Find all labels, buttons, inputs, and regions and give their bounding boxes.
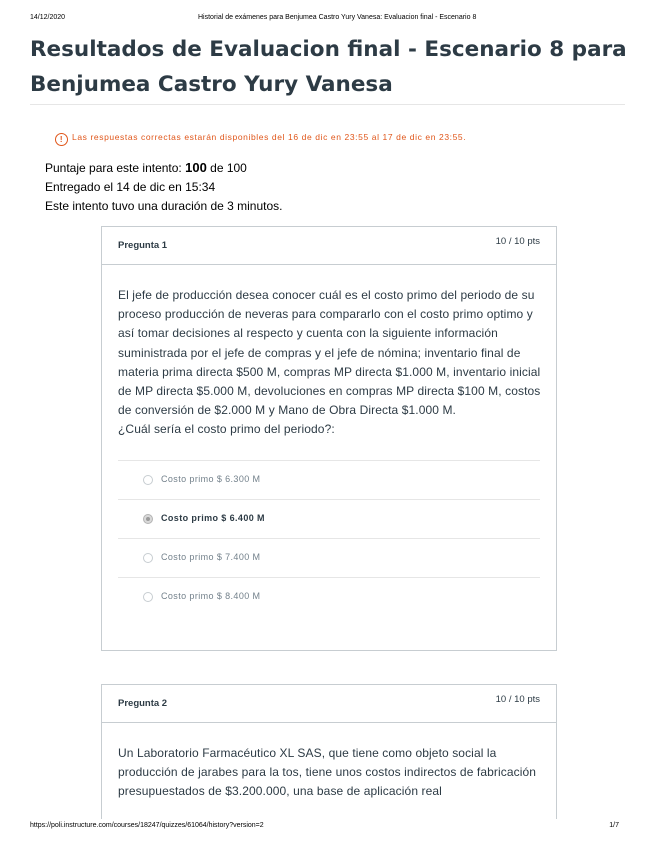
- warning-circle-icon: !: [55, 133, 68, 146]
- print-url: https://poli.instructure.com/courses/18247/quizzes/61064/history?version=2: [30, 822, 264, 829]
- question-header: [102, 685, 556, 723]
- question-name: Pregunta 1: [118, 240, 168, 251]
- print-doc-title: Historial de exámenes para Benjumea Castro Yury Vanesa: Evaluacion final - Escenario 8: [198, 14, 477, 21]
- score-prefix: Puntaje para este intento:: [45, 161, 186, 175]
- question-card-1: [101, 226, 557, 651]
- submitted-line: Entregado el 14 de dic en 15:34: [45, 180, 216, 194]
- radio-button[interactable]: [143, 592, 153, 602]
- question-body: [102, 723, 556, 802]
- attempt-summary: [45, 158, 283, 216]
- answer-option[interactable]: [118, 538, 540, 577]
- duration-line: Este intento tuvo una duración de 3 minutos.: [45, 199, 283, 213]
- question-card-2: [101, 684, 557, 819]
- score-value: 100: [185, 160, 207, 175]
- question-body: [102, 265, 556, 440]
- notice-text: Las respuestas correctas estarán disponibles del 16 de dic en 23:55 al 17 de dic en 23:55.: [72, 132, 467, 142]
- question-text: Un Laboratorio Farmacéutico XL SAS, que tiene como objeto social la producción de jarabes para la tos, tiene unos costos indirectos de fabricación presupuestados de $3.200.000, una base de aplicación real: [118, 746, 537, 799]
- question-points: 10 / 10 pts: [495, 236, 540, 247]
- question-name: Pregunta 2: [118, 698, 168, 709]
- page-title: Resultados de Evaluacion final - Escenario 8 para Benjumea Castro Yury Vanesa: [30, 37, 627, 97]
- answer-label: Costo primo $ 6.300 M: [161, 473, 261, 484]
- answer-label: Costo primo $ 6.400 M: [161, 512, 265, 523]
- score-line: [45, 158, 283, 178]
- answer-label: Costo primo $ 7.400 M: [161, 551, 261, 562]
- question-header: [102, 227, 556, 265]
- question-points: 10 / 10 pts: [495, 694, 540, 705]
- answer-option[interactable]: [118, 460, 540, 499]
- radio-button[interactable]: [143, 553, 153, 563]
- radio-button[interactable]: [143, 475, 153, 485]
- answer-option-selected[interactable]: [118, 499, 540, 538]
- title-divider: [30, 104, 625, 105]
- page-number: 1/7: [609, 822, 619, 829]
- answer-option[interactable]: [118, 577, 540, 616]
- question-prompt: ¿Cuál sería el costo primo del periodo?:: [118, 422, 335, 437]
- answer-list: [118, 460, 540, 616]
- answer-label: Costo primo $ 8.400 M: [161, 590, 261, 601]
- radio-button-selected[interactable]: [143, 514, 153, 524]
- answers-availability-notice: [55, 132, 466, 146]
- score-suffix: de 100: [206, 161, 247, 175]
- print-date: 14/12/2020: [30, 14, 66, 21]
- question-text: El jefe de producción desea conocer cuál es el costo primo del periodo de su proceso producción de neveras para compararlo con el costo primo optimo y así tomar decisiones al respecto y cuenta con la siguiente información suministrada por el jefe de compras y el jefe de nómina; inventario final de materia prima directa $500 M, compras MP directa $1.000 M, inventario inicial de MP directa $5.000 M, devoluciones en compras MP directa $100 M, costos de conversión de $2.000 M y Mano de Obra Directa $1.000 M.: [118, 288, 541, 418]
